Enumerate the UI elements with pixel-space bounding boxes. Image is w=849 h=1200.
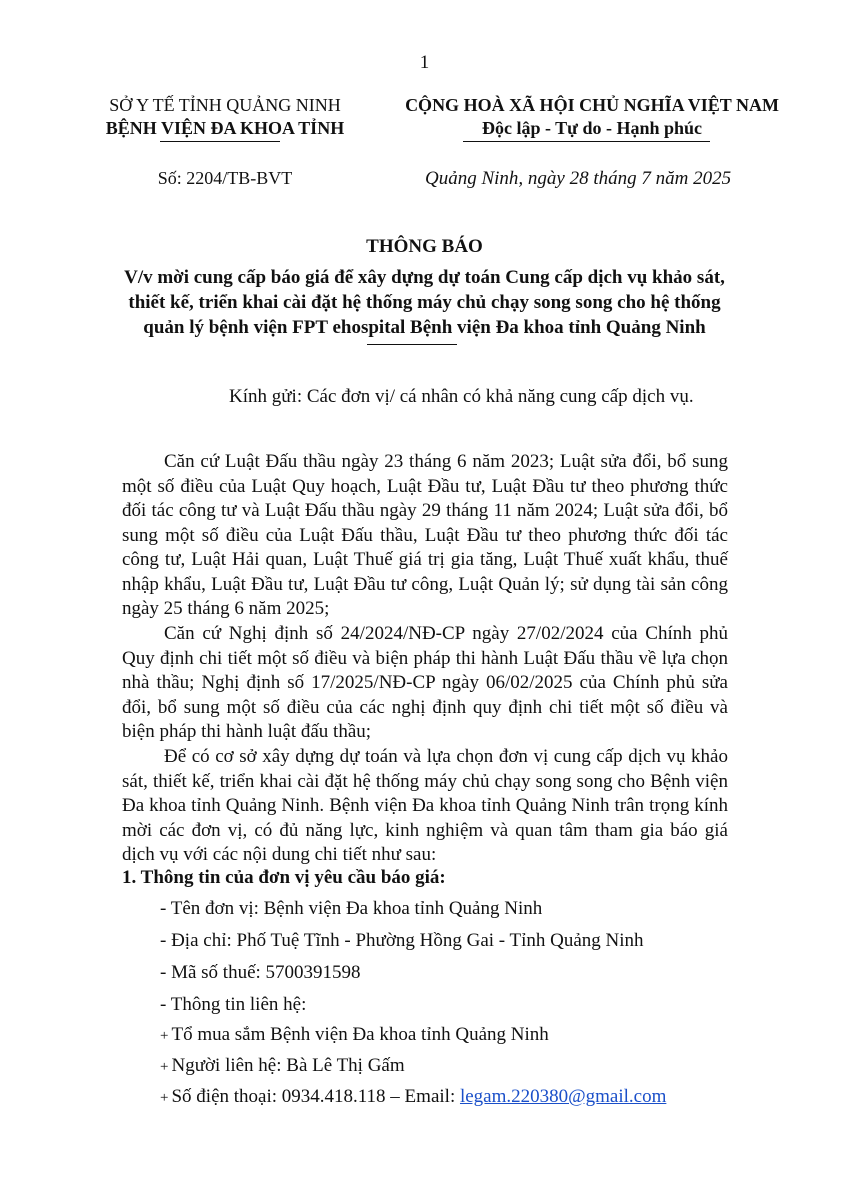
email-link[interactable]: legam.220380@gmail.com [459, 1086, 667, 1107]
contact-item-phone-email [160, 1086, 666, 1108]
contact-item-person [160, 1055, 405, 1077]
recipient: Kính gửi: Các đơn vị/ cá nhân có khả năng cung cấp dịch vụ. [229, 386, 694, 407]
paragraph-2-text: Căn cứ Nghị định số 24/2024/NĐ-CP ngày 27/02/2024 của Chính phủ Quy định chi tiết một số điều và biện pháp thi hành Luật Đấu thầu về lựa chọn nhà thầu; Nghị định số 17/2025/NĐ-CP ngày 06/02/2025 của Chính phủ sửa đổi, bổ sung một số điều của các nghị định quy định chi tiết một số điều và biện pháp thi hành luật đấu thầu; [122, 623, 728, 742]
document-number: Số: 2204/TB-BVT [157, 168, 293, 188]
document-title: THÔNG BÁO [366, 236, 483, 257]
contact-group-text: Tổ mua sắm Bệnh viện Đa khoa tỉnh Quảng Ninh [171, 1024, 549, 1045]
agency-name: BỆNH VIỆN ĐA KHOA TỈNH [105, 118, 345, 138]
phone-text: Số điện thoại: 0934.418.118 – Email: [171, 1086, 460, 1107]
plus-icon: + [160, 1090, 169, 1106]
contact-person-text: Người liên hệ: Bà Lê Thị Gấm [171, 1055, 405, 1076]
agency-parent: SỞ Y TẾ TỈNH QUẢNG NINH [109, 95, 341, 115]
subject-line-1: V/v mời cung cấp báo giá để xây dựng dự toán Cung cấp dịch vụ khảo sát, [124, 267, 725, 288]
paragraph-1-text: Căn cứ Luật Đấu thầu ngày 23 tháng 6 năm 2023; Luật sửa đổi, bổ sung một số điều của Luật Quy hoạch, Luật Đầu tư, Luật Đầu tư theo phương thức đối tác công tư và Luật Đấu thầu ngày 29 tháng 11 năm 2024; Luật sửa đổi, bổ sung một số điều của Luật Đấu thầu, Luật Đầu tư theo phương thức đối tác công tư, Luật Hải quan, Luật Thuế giá trị gia tăng, Luật Thuế xuất khẩu, thuế nhập khẩu, Luật Đầu tư, Luật Đầu tư công, Luật Quản lý; sử dụng tài sản công ngày 25 tháng 6 năm 2025; [122, 451, 728, 619]
motto: Độc lập - Tự do - Hạnh phúc [481, 118, 703, 138]
paragraph-3-text: Để có cơ sở xây dựng dự toán và lựa chọn đơn vị cung cấp dịch vụ khảo sát, thiết kế, triển khai cài đặt hệ thống máy chủ chạy song song cho Bệnh viện Đa khoa tỉnh Quảng Ninh. Bệnh viện Đa khoa tỉnh Quảng Ninh trân trọng kính mời các đơn vị, có đủ năng lực, kinh nghiệm và quan tâm tham gia báo giá dịch vụ với các nội dung chi tiết như sau: [122, 746, 728, 865]
motto-underline [463, 141, 710, 142]
legal-basis-paragraph-1 [122, 450, 728, 622]
plus-icon: + [160, 1028, 169, 1044]
info-item-contact: - Thông tin liên hệ: [160, 994, 307, 1015]
page-number: 1 [419, 52, 430, 73]
info-item-address: - Địa chỉ: Phố Tuệ Tĩnh - Phường Hồng Gai - Tỉnh Quảng Ninh [160, 930, 644, 951]
invitation-paragraph [122, 745, 728, 868]
title-underline [367, 344, 457, 345]
info-item-tax-code: - Mã số thuế: 5700391598 [160, 962, 361, 983]
section-1-heading: 1. Thông tin của đơn vị yêu cầu báo giá: [122, 867, 446, 888]
subject-line-3: quản lý bệnh viện FPT ehospital Bệnh viện Đa khoa tỉnh Quảng Ninh [143, 317, 706, 338]
place-date: Quảng Ninh, ngày 28 tháng 7 năm 2025 [425, 168, 732, 189]
agency-underline [160, 141, 280, 142]
info-item-name: - Tên đơn vị: Bệnh viện Đa khoa tỉnh Quảng Ninh [160, 898, 543, 919]
nation-title: CỘNG HOÀ XÃ HỘI CHỦ NGHĨA VIỆT NAM [405, 95, 779, 115]
subject-line-2: thiết kế, triển khai cài đặt hệ thống máy chủ chạy song song cho hệ thống [128, 292, 721, 313]
legal-basis-paragraph-2 [122, 622, 728, 745]
contact-item-group [160, 1024, 549, 1046]
plus-icon: + [160, 1059, 169, 1075]
